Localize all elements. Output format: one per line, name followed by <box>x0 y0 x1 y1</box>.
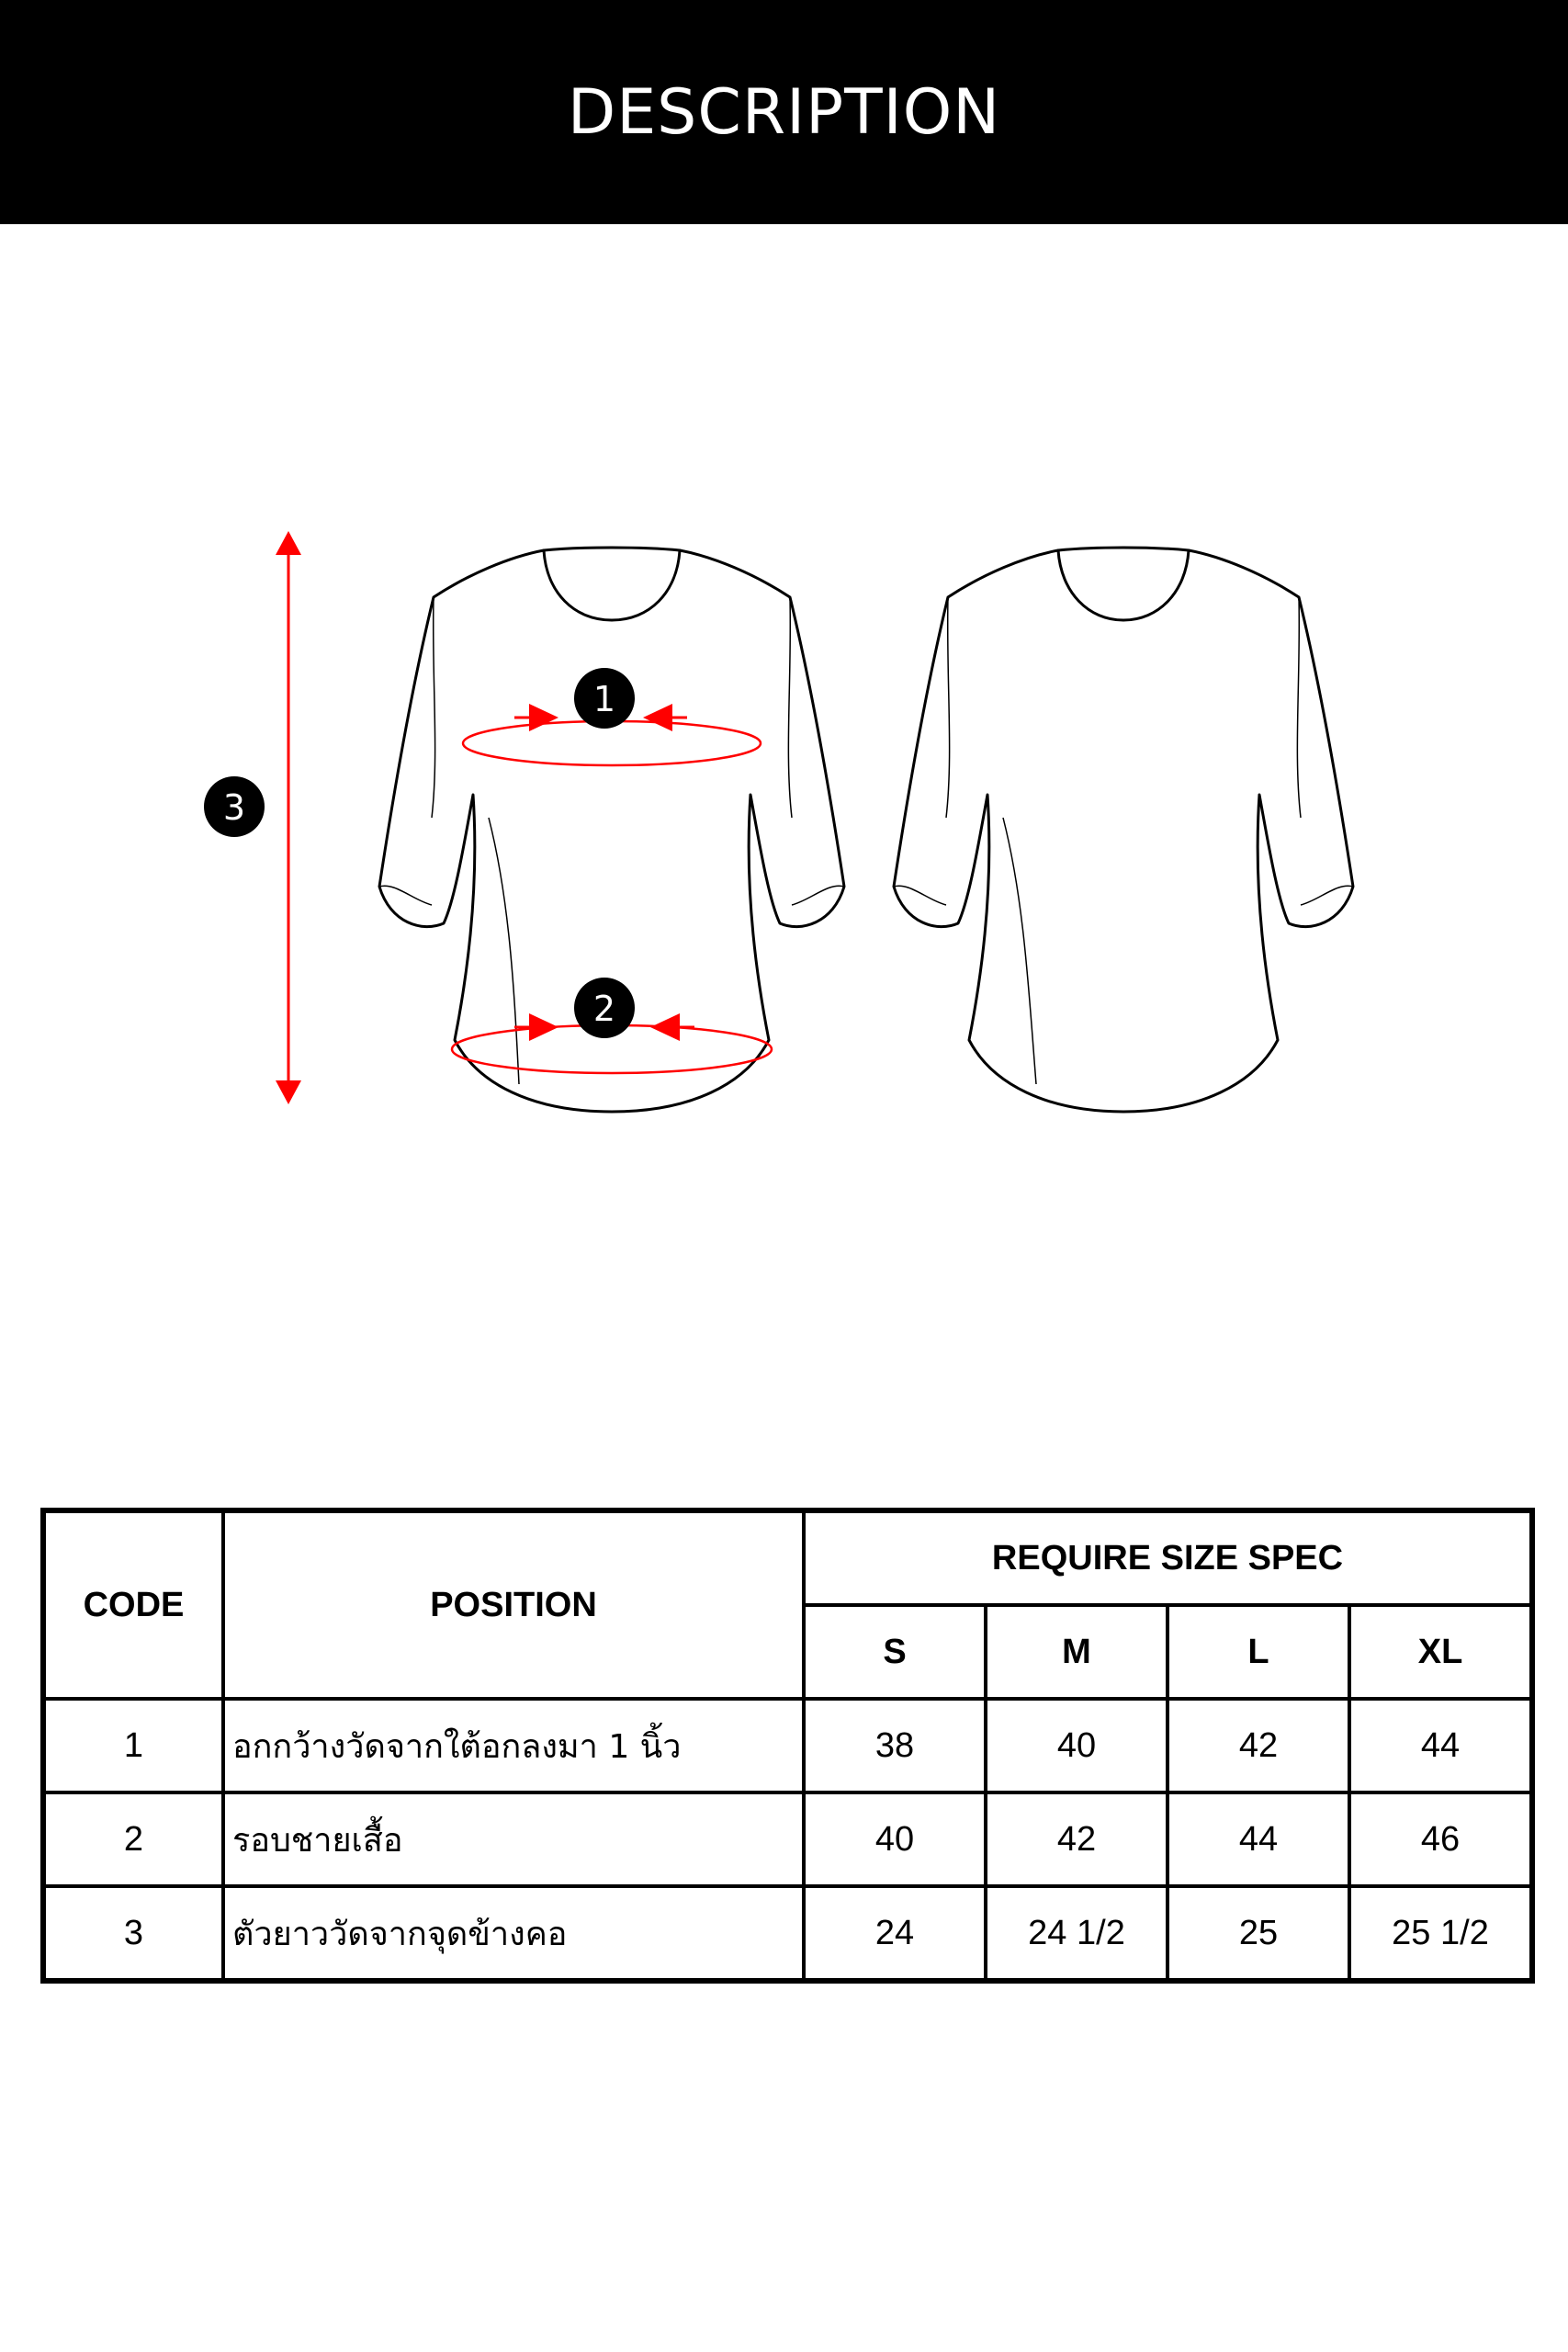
table-row <box>43 1886 1532 1981</box>
marker-2 <box>574 978 635 1038</box>
row-value-xl: 46 <box>1349 1792 1532 1886</box>
size-spec-table <box>40 1508 1535 1984</box>
row-value-s: 24 <box>804 1886 986 1981</box>
size-header-m: M <box>986 1605 1168 1699</box>
row-code: 2 <box>43 1792 223 1886</box>
size-header-xl: XL <box>1349 1605 1532 1699</box>
row-value-s: 38 <box>804 1699 986 1792</box>
row-value-xl: 25 1/2 <box>1349 1886 1532 1981</box>
row-value-s: 40 <box>804 1792 986 1886</box>
row-position: อกกว้างวัดจากใต้อกลงมา 1 นิ้ว <box>223 1699 804 1792</box>
row-position: รอบชายเสื้อ <box>223 1792 804 1886</box>
size-spec-header: REQUIRE SIZE SPEC <box>804 1510 1532 1605</box>
marker-3-label: 3 <box>222 787 246 828</box>
length-measure-arrow <box>276 531 301 1104</box>
header-bar <box>0 0 1568 224</box>
size-header-s: S <box>804 1605 986 1699</box>
row-value-m: 40 <box>986 1699 1168 1792</box>
size-header-l: L <box>1168 1605 1349 1699</box>
marker-3 <box>204 776 265 837</box>
row-code: 1 <box>43 1699 223 1792</box>
row-value-m: 24 1/2 <box>986 1886 1168 1981</box>
back-shirt-outline <box>894 548 1353 1112</box>
table-row <box>43 1699 1532 1792</box>
position-header: POSITION <box>223 1510 804 1699</box>
row-value-l: 25 <box>1168 1886 1349 1981</box>
code-header: CODE <box>43 1510 223 1699</box>
row-value-m: 42 <box>986 1792 1168 1886</box>
row-value-l: 44 <box>1168 1792 1349 1886</box>
garment-diagram <box>0 514 1568 1139</box>
marker-1 <box>574 668 635 729</box>
row-code: 3 <box>43 1886 223 1981</box>
table-header-row <box>43 1510 1532 1605</box>
page-title: DESCRIPTION <box>567 75 1001 149</box>
row-position: ตัวยาววัดจากจุดข้างคอ <box>223 1886 804 1981</box>
marker-2-label: 2 <box>592 989 616 1029</box>
row-value-xl: 44 <box>1349 1699 1532 1792</box>
marker-1-label: 1 <box>592 679 616 719</box>
row-value-l: 42 <box>1168 1699 1349 1792</box>
table-row <box>43 1792 1532 1886</box>
